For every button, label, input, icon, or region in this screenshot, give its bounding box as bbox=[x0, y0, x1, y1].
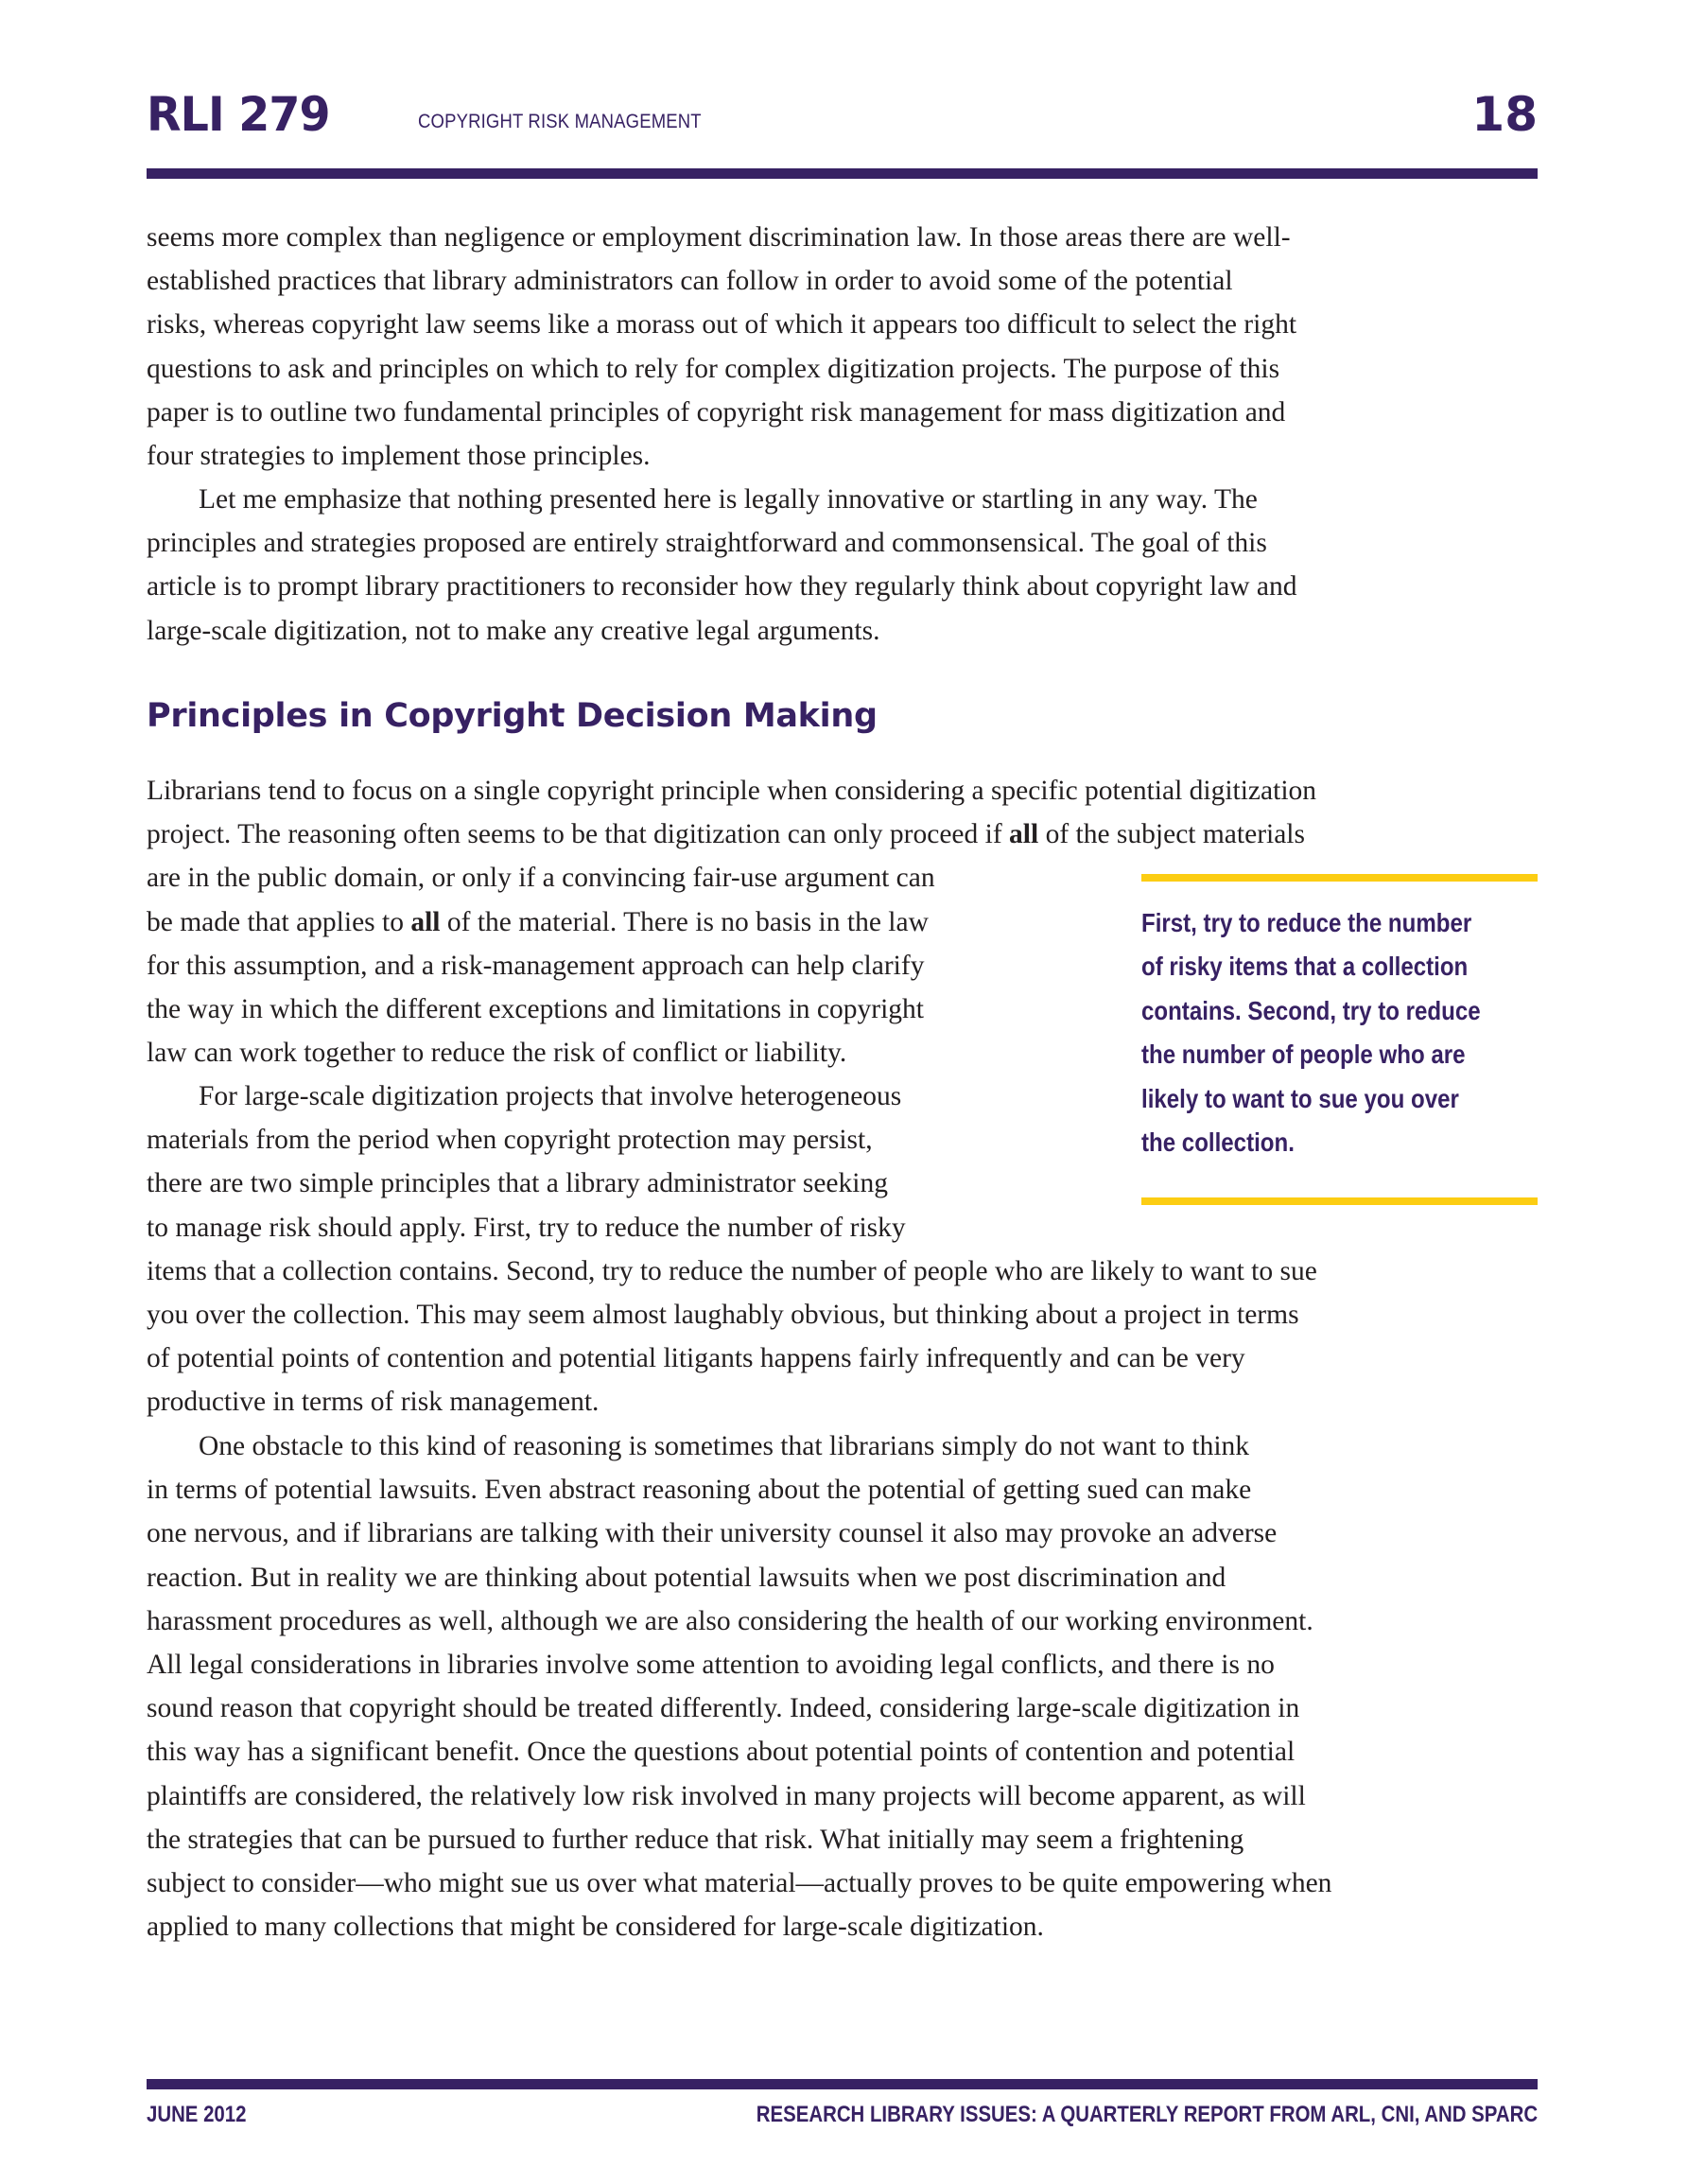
text-segment: project. The reasoning often seems to be that digitization can only proceed if bbox=[147, 819, 1010, 850]
text-line: risks, whereas copyright law seems like a morass out of which it appears too difficult to select the right bbox=[147, 309, 1297, 341]
text-segment: of the subject materials bbox=[1038, 819, 1305, 850]
pull-quote-line: contains. Second, try to reduce bbox=[1141, 995, 1481, 1025]
emphasis-all: all bbox=[1009, 819, 1039, 850]
journal-issue-title: RLI 279 bbox=[147, 87, 330, 142]
text-line: of potential points of contention and potential litigants happens fairly infrequently and can be very bbox=[147, 1343, 1245, 1374]
text-line: materials from the period when copyright protection may persist, bbox=[147, 1125, 873, 1156]
text-line: are in the public domain, or only if a convincing fair-use argument can bbox=[147, 863, 935, 894]
text-line: For large-scale digitization projects that involve heterogeneous bbox=[199, 1081, 902, 1111]
section-heading: Principles in Copyright Decision Making bbox=[147, 697, 878, 735]
text-line: article is to prompt library practitioners to reconsider how they regularly think about copyright law and bbox=[147, 571, 1297, 603]
text-line: items that a collection contains. Second, try to reduce the number of people who are likely to want to sue bbox=[147, 1255, 1317, 1286]
text-line: the way in which the different exceptions and limitations in copyright bbox=[147, 994, 924, 1025]
page-number: 18 bbox=[1471, 87, 1538, 142]
pull-quote-top-rule bbox=[1141, 874, 1538, 882]
footer-date: JUNE 2012 bbox=[147, 2102, 247, 2127]
text-line: large-scale digitization, not to make any creative legal arguments. bbox=[147, 615, 880, 646]
intro-paragraph-2 bbox=[147, 478, 1541, 653]
text-line: All legal considerations in libraries involve some attention to avoiding legal conflicts, and there is no bbox=[147, 1650, 1275, 1681]
text-line: you over the collection. This may seem almost laughably obvious, but thinking about a project in terms bbox=[147, 1300, 1299, 1331]
text-line: reaction. But in reality we are thinking about potential lawsuits when we post discrimination and bbox=[147, 1562, 1226, 1593]
pull-quote-line: likely to want to sue you over bbox=[1141, 1083, 1459, 1113]
text-line: productive in terms of risk management. bbox=[147, 1387, 600, 1418]
running-title: COPYRIGHT RISK MANAGEMENT bbox=[418, 111, 702, 132]
text-line: in terms of potential lawsuits. Even abstract reasoning about the potential of getting sued can make bbox=[147, 1475, 1252, 1506]
text-line: questions to ask and principles on which to rely for complex digitization projects. The purpose of this bbox=[147, 353, 1280, 384]
text-line: principles and strategies proposed are entirely straightforward and commonsensical. The goal of this bbox=[147, 528, 1267, 559]
text-line: harassment procedures as well, although we are also considering the health of our working environment. bbox=[147, 1605, 1313, 1636]
text-segment: be made that applies to bbox=[147, 906, 411, 937]
text-line: Let me emphasize that nothing presented here is legally innovative or startling in any way. The bbox=[199, 484, 1258, 515]
text-line: law can work together to reduce the risk of conflict or liability. bbox=[147, 1038, 847, 1069]
pull-quote-line: the number of people who are bbox=[1141, 1040, 1466, 1070]
intro-paragraph-1 bbox=[147, 216, 1541, 478]
pull-quote-line: First, try to reduce the number bbox=[1141, 908, 1472, 937]
text-line: four strategies to implement those principles. bbox=[147, 441, 651, 472]
text-line: applied to many collections that might be considered for large-scale digitization. bbox=[147, 1912, 1044, 1943]
text-line: one nervous, and if librarians are talking with their university counsel it also may provoke an adverse bbox=[147, 1518, 1278, 1549]
section-paragraph-3 bbox=[147, 1424, 1541, 1948]
pull-quote bbox=[1141, 901, 1491, 1164]
text-line: Librarians tend to focus on a single copyright principle when considering a specific potential digitization bbox=[147, 776, 1317, 806]
text-line bbox=[147, 812, 1541, 856]
pull-quote-line: of risky items that a collection bbox=[1141, 952, 1469, 982]
text-line: paper is to outline two fundamental principles of copyright risk management for mass digitization and bbox=[147, 396, 1286, 428]
footer-rule bbox=[147, 2079, 1538, 2089]
header-rule bbox=[147, 168, 1538, 179]
footer-publication: RESEARCH LIBRARY ISSUES: A QUARTERLY REPORT FROM ARL, CNI, AND SPARC bbox=[756, 2102, 1538, 2127]
text-line: seems more complex than negligence or employment discrimination law. In those areas there are well- bbox=[147, 222, 1291, 253]
text-line: One obstacle to this kind of reasoning is sometimes that librarians simply do not want to think bbox=[199, 1431, 1250, 1461]
emphasis-all: all bbox=[410, 906, 441, 937]
text-line: this way has a significant benefit. Once the questions about potential points of contention and potential bbox=[147, 1737, 1296, 1768]
text-line: subject to consider—who might sue us over what material—actually proves to be quite empowering when bbox=[147, 1868, 1332, 1899]
text-line: to manage risk should apply. First, try to reduce the number of risky bbox=[147, 1212, 906, 1243]
text-line: established practices that library administrators can follow in order to avoid some of the potential bbox=[147, 266, 1233, 297]
text-line: sound reason that copyright should be treated differently. Indeed, considering large-scale digitization in bbox=[147, 1693, 1300, 1724]
text-line: the strategies that can be pursued to further reduce that risk. What initially may seem a frightening bbox=[147, 1824, 1244, 1855]
pull-quote-bottom-rule bbox=[1141, 1197, 1538, 1205]
pull-quote-line: the collection. bbox=[1141, 1127, 1295, 1158]
text-line: for this assumption, and a risk-management approach can help clarify bbox=[147, 950, 925, 981]
text-segment: of the material. There is no basis in the law bbox=[440, 906, 929, 937]
text-line: there are two simple principles that a library administrator seeking bbox=[147, 1168, 888, 1199]
text-line: plaintiffs are considered, the relatively low risk involved in many projects will become apparent, as will bbox=[147, 1780, 1306, 1811]
